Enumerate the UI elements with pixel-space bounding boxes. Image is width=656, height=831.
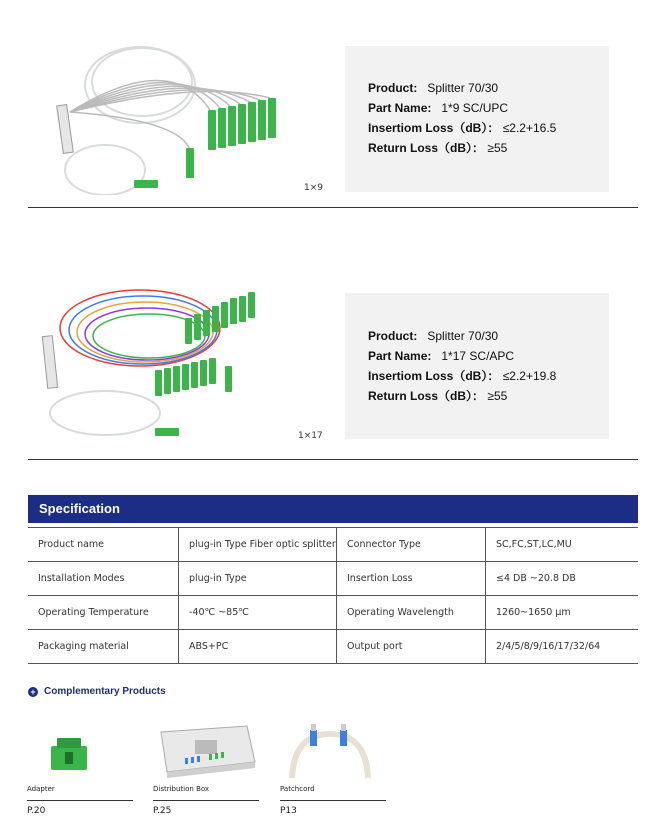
part-name-label: Part Name: [368,101,432,115]
insertion-loss-label: Insertiom Loss（dB）： [368,369,500,383]
product-value: Splitter 70/30 [427,81,499,95]
specification-header: Specification [28,495,638,523]
part-name-value: 1*9 SC/UPC [441,101,509,115]
distribution-box-image [155,722,259,778]
splitter-1x9-image [50,30,290,195]
spec-cell: Output port [337,630,486,664]
spec-cell: 1260~1650 μm [486,596,639,630]
patchcord-image [280,724,380,780]
return-loss-label: Return Loss（dB）： [368,141,485,155]
product-2-info-box [345,293,609,439]
return-loss-value: ≥55 [487,389,508,403]
spec-cell: SC,FC,ST,LC,MU [486,528,639,562]
table-row [28,562,638,596]
spec-cell: Product name [28,528,179,562]
complementary-item-page: P13 [280,806,297,816]
return-loss-value: ≥55 [487,141,508,155]
plus-circle-icon: + [28,687,38,697]
divider [280,800,386,801]
complementary-item-label: Patchcord [280,785,315,793]
insertion-loss-label: Insertiom Loss（dB）： [368,121,500,135]
divider [153,800,259,801]
product-label: Product: [368,329,418,343]
adapter-image [39,724,99,780]
spec-cell: -40℃ ~85℃ [179,596,337,630]
spec-cell: ≤4 DB ~20.8 DB [486,562,639,596]
spec-cell: Packaging material [28,630,179,664]
complementary-products-heading [28,686,166,697]
spec-cell: 2/4/5/8/9/16/17/32/64 [486,630,639,664]
insertion-loss-value: ≤2.2+19.8 [502,369,557,383]
divider [28,459,638,460]
spec-cell: plug-in Type Fiber optic splitter [179,528,337,562]
product-value: Splitter 70/30 [427,329,499,343]
spec-cell: Insertion Loss [337,562,486,596]
product-1-info-box [345,46,609,192]
product-1-caption: 1×9 [304,183,323,193]
product-label: Product: [368,81,418,95]
complementary-item-page: P.20 [27,806,46,816]
divider [27,800,133,801]
complementary-item-page: P.25 [153,806,172,816]
splitter-1x17-image [35,278,285,443]
insertion-loss-value: ≤2.2+16.5 [502,121,557,135]
product-2-caption: 1×17 [298,431,323,441]
spec-cell: Operating Temperature [28,596,179,630]
part-name-value: 1*17 SC/APC [441,349,515,363]
return-loss-label: Return Loss（dB）： [368,389,485,403]
spec-cell: ABS+PC [179,630,337,664]
complementary-products-title: Complementary Products [44,686,166,697]
spec-cell: Installation Modes [28,562,179,596]
divider [28,207,638,208]
specification-table [28,527,638,664]
spec-cell: plug-in Type [179,562,337,596]
table-row [28,528,638,562]
spec-cell: Operating Wavelength [337,596,486,630]
table-row [28,596,638,630]
part-name-label: Part Name: [368,349,432,363]
complementary-item-label: Adapter [27,785,55,793]
spec-cell: Connector Type [337,528,486,562]
table-row [28,630,638,664]
complementary-item-label: Distribution Box [153,785,210,793]
